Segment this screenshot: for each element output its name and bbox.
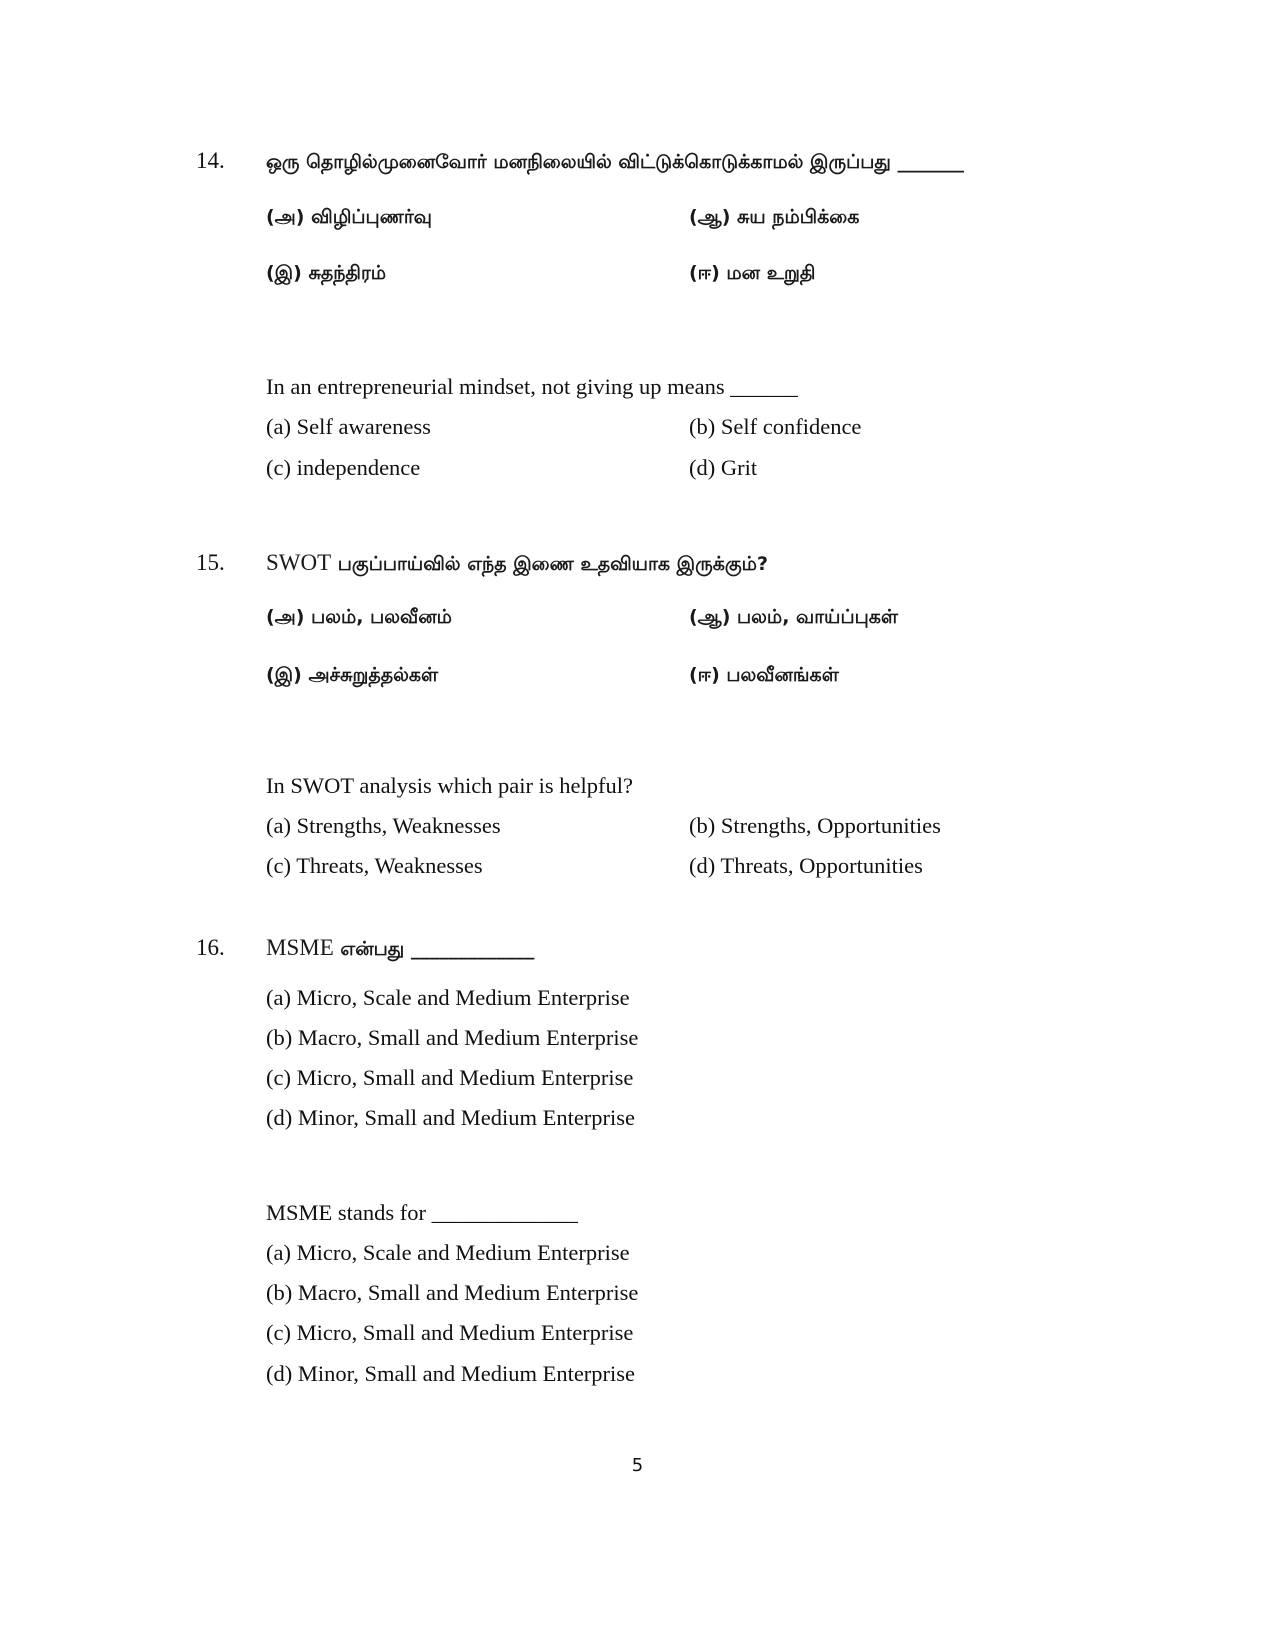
- option-english: (a) Strengths, Weaknesses: [266, 813, 501, 838]
- option-english: (b) Self confidence: [689, 414, 862, 439]
- option-english: (d) Minor, Small and Medium Enterprise: [266, 1361, 636, 1386]
- stem-prefix: MSME: [266, 935, 334, 960]
- option-english: (c) Micro, Small and Medium Enterprise: [266, 1065, 634, 1090]
- option-english: (a) Micro, Scale and Medium Enterprise: [266, 985, 630, 1010]
- option-tamil: (ஈ) மன உறுதி: [689, 262, 816, 284]
- option-english: (d) Grit: [689, 455, 758, 480]
- option-english: (c) independence: [266, 455, 421, 480]
- question-number: 15.: [196, 550, 225, 575]
- stem-prefix: SWOT: [266, 550, 332, 575]
- stem-text: பகுப்பாய்வில் எந்த இணை உதவியாக இருக்கும்?: [331, 553, 768, 575]
- option-english: (a) Self awareness: [266, 414, 431, 439]
- question-stem-tamil: [266, 935, 534, 963]
- option-tamil: (அ) பலம், பலவீனம்: [266, 606, 452, 628]
- question-stem-english: MSME stands for _____________: [266, 1200, 578, 1225]
- option-english: (d) Threats, Opportunities: [689, 853, 923, 878]
- question-number: 14.: [196, 148, 225, 173]
- question-number: 16.: [196, 935, 225, 960]
- question-stem-tamil: [266, 550, 768, 578]
- option-english: (a) Micro, Scale and Medium Enterprise: [266, 1240, 630, 1265]
- option-tamil: (ஆ) சுய நம்பிக்கை: [689, 206, 860, 228]
- option-english: (b) Macro, Small and Medium Enterprise: [266, 1025, 639, 1050]
- option-english: (c) Micro, Small and Medium Enterprise: [266, 1320, 634, 1345]
- stem-text: என்பது _____________: [333, 938, 535, 960]
- option-english: (d) Minor, Small and Medium Enterprise: [266, 1105, 636, 1130]
- option-tamil: (ஆ) பலம், வாய்ப்புகள்: [689, 606, 899, 628]
- option-tamil: (ஈ) பலவீனங்கள்: [689, 664, 839, 686]
- option-tamil: (அ) விழிப்புணர்வு: [266, 206, 432, 228]
- option-tamil: (இ) சுதந்திரம்: [266, 262, 387, 284]
- page-number: 5: [631, 1455, 644, 1476]
- option-english: (c) Threats, Weaknesses: [266, 853, 483, 878]
- option-english: (b) Strengths, Opportunities: [689, 813, 941, 838]
- option-english: (b) Macro, Small and Medium Enterprise: [266, 1280, 639, 1305]
- question-stem-english: In SWOT analysis which pair is helpful?: [266, 773, 634, 798]
- option-tamil: (இ) அச்சுறுத்தல்கள்: [266, 664, 439, 686]
- question-stem-tamil: ஒரு தொழில்முனைவோர் மனநிலையில் விட்டுக்கொடுக்காமல் இருப்பது _______: [266, 151, 964, 173]
- question-stem-english: In an entrepreneurial mindset, not giving up means ______: [266, 374, 798, 399]
